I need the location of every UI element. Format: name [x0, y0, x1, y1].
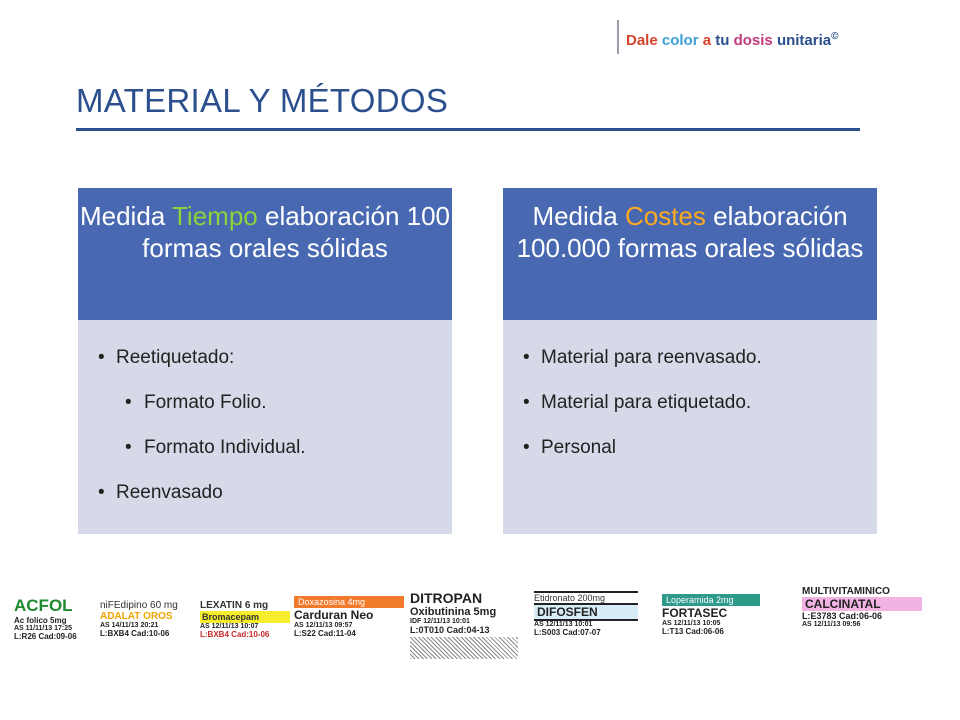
label-line: AS 12/11/13 10:07: [200, 623, 259, 630]
tagline-word: a: [702, 32, 712, 49]
label-calcinatal: [802, 586, 922, 628]
card-header-rest: elaboración 100.000 formas orales sólidas: [516, 201, 864, 263]
bullet-subitem: • Formato Folio.: [88, 385, 452, 430]
label-name: CALCINATAL: [802, 597, 922, 611]
card-bullet-list: [503, 320, 877, 475]
label-line: L:S22 Cad:11-04: [294, 629, 356, 638]
tagline-divider: [617, 20, 619, 54]
label-top: MULTIVITAMINICO: [802, 586, 890, 597]
label-ditropan: [410, 590, 522, 659]
card-costes: [503, 188, 877, 534]
card-header: [503, 188, 877, 320]
copyright-mark: ©: [831, 31, 839, 42]
label-fortasec: [662, 594, 760, 636]
medication-labels-strip: [0, 560, 960, 660]
bullet-item: • Personal: [513, 430, 877, 475]
bullet-item: • Reetiquetado:: [88, 340, 452, 385]
label-name: DIFOSFEN: [534, 603, 638, 621]
card-header: [78, 188, 452, 320]
bullet-subitem: • Formato Individual.: [88, 430, 452, 475]
label-top: LEXATIN 6 mg: [200, 600, 269, 611]
label-top: Etidronato 200mg: [534, 591, 638, 603]
label-line: L:T13 Cad:06-06: [662, 627, 724, 636]
label-name: Bromacepam: [200, 611, 290, 623]
label-line: Ac folico 5mg: [14, 616, 67, 625]
label-top: Loperamida 2mg: [662, 594, 760, 606]
label-line: L:0T010 Cad:04-13: [410, 625, 490, 635]
bullet-item: • Material para etiquetado.: [513, 385, 877, 430]
tagline: [626, 31, 839, 49]
card-header-prefix: Medida: [79, 201, 166, 231]
label-line: L:R26 Cad:09-06: [14, 632, 77, 641]
label-name: FORTASEC: [662, 606, 728, 620]
tagline-word: color: [661, 32, 699, 49]
label-carduran: [294, 596, 404, 638]
barcode-pattern: [410, 637, 518, 659]
label-name: ADALAT OROS: [100, 611, 173, 622]
label-top: niFEdipino 60 mg: [100, 600, 178, 611]
bullet-item: • Material para reenvasado.: [513, 340, 877, 385]
label-line: AS 11/11/13 17:25: [14, 625, 72, 632]
label-line: AS 12/11/13 09:56: [802, 621, 861, 628]
label-name: Carduran Neo: [294, 608, 374, 622]
label-line: AS 12/11/13 10:05: [662, 620, 721, 627]
tagline-word: tu: [715, 32, 730, 49]
title-underline: [76, 128, 860, 131]
label-line: L:BXB4 Cad:10-06: [100, 629, 170, 638]
label-line: AS 12/11/13 09:57: [294, 622, 353, 629]
label-line: L:BXB4 Cad:10-06: [200, 630, 270, 639]
card-header-prefix: Medida: [532, 201, 618, 231]
label-line: L:S003 Cad:07-07: [534, 628, 601, 637]
label-line: IDF 12/11/13 10:01: [410, 618, 470, 625]
card-header-highlight: Tiempo: [172, 201, 258, 231]
label-lexatin: [200, 600, 290, 639]
bullet-item: • Reenvasado: [88, 475, 452, 520]
card-tiempo: [78, 188, 452, 534]
card-bullet-list: [78, 320, 452, 520]
label-difosfen: [534, 591, 638, 637]
label-acfol: [14, 596, 92, 641]
label-top: Doxazosina 4mg: [294, 596, 404, 608]
label-line: AS 12/11/13 10:01: [534, 621, 593, 628]
label-line: AS 14/11/13 20:21: [100, 622, 159, 629]
label-top: Oxibutinina 5mg: [410, 606, 497, 618]
card-header-highlight: Costes: [624, 201, 706, 231]
tagline-word: unitaria: [776, 32, 832, 49]
tagline-word: dosis: [733, 32, 773, 49]
page-title: MATERIAL Y MÉTODOS: [76, 82, 449, 119]
label-name: DITROPAN: [410, 590, 483, 606]
label-line: L:E3783 Cad:06-06: [802, 611, 883, 621]
card-header-rest: elaboración 100 formas orales sólidas: [142, 201, 451, 263]
tagline-word: Dale: [626, 32, 658, 49]
label-name: ACFOL: [14, 596, 73, 615]
label-adalat: [100, 600, 192, 638]
